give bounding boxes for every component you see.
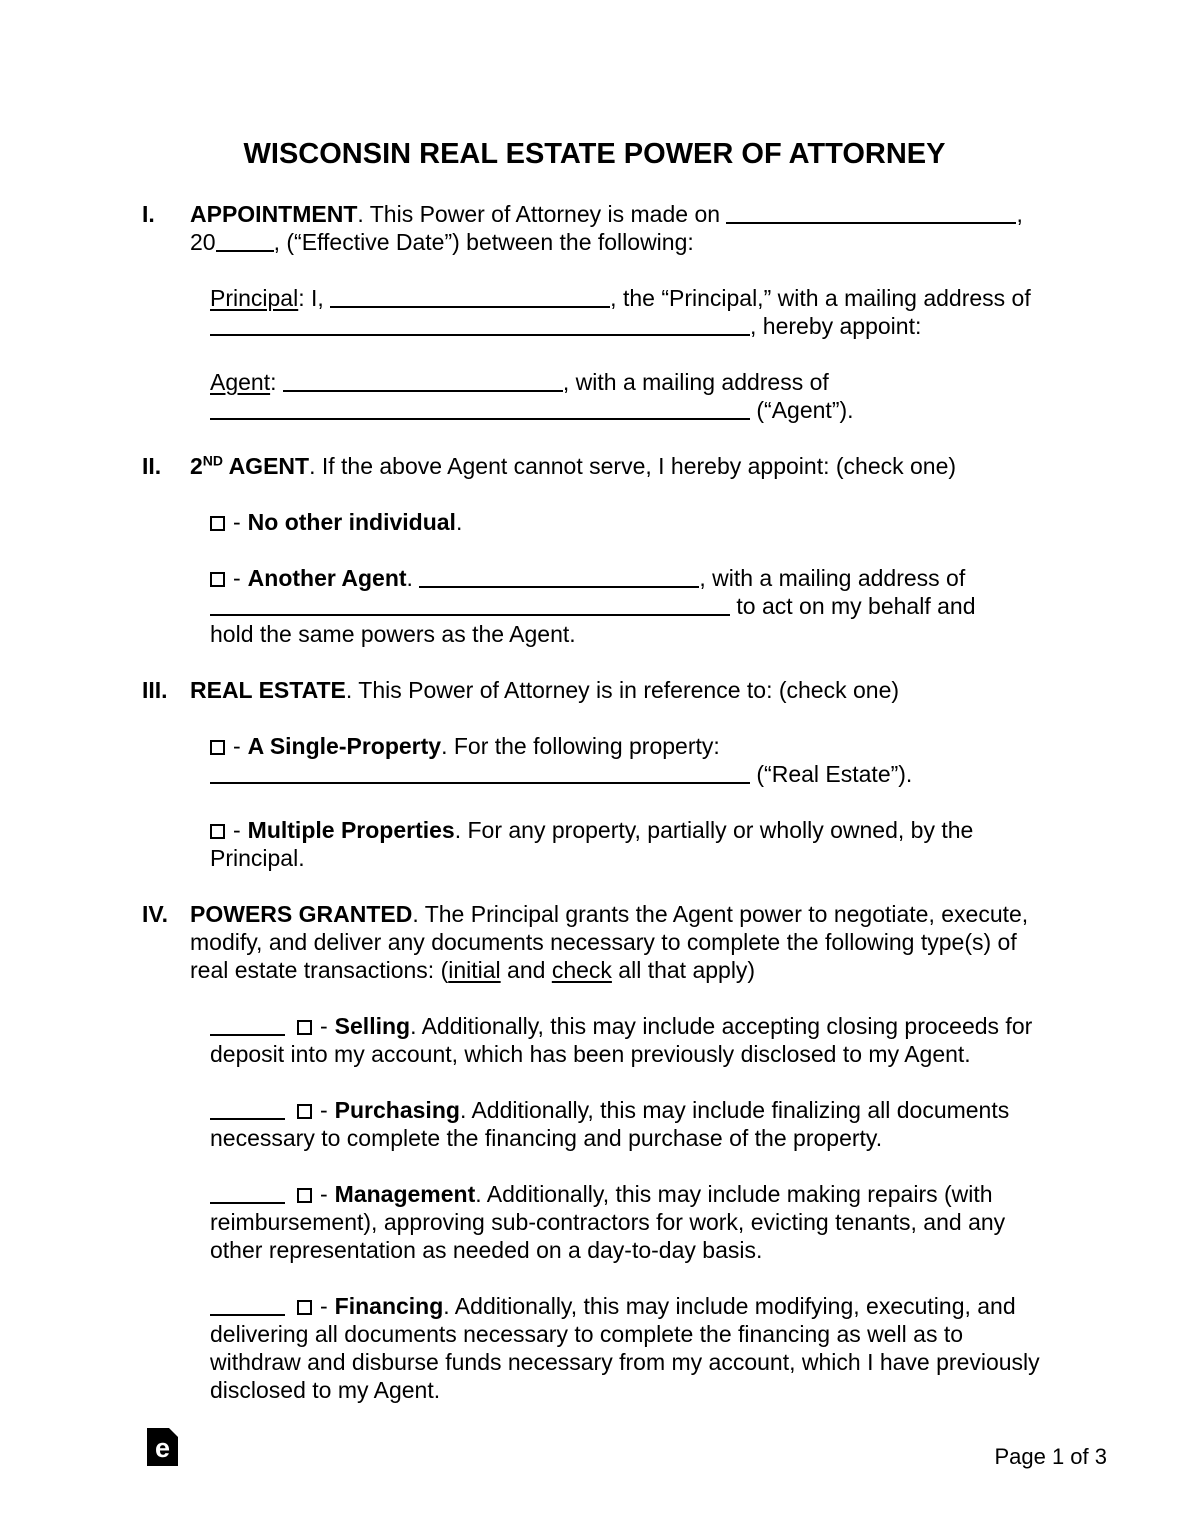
- principal-text-1: , the “Principal,” with a mailing address of: [610, 285, 1031, 311]
- selling-description: . Additionally, this may include accepting closing proceeds for deposit into my account, which has been previously disclosed to my Agent.: [210, 1013, 1033, 1067]
- financing-description: . Additionally, this may include modifying, executing, and delivering all documents necessary to complete the financing as well as to withdraw and disburse funds necessary from my account, which I have previously disclosed to my Agent.: [210, 1293, 1040, 1403]
- second-agent-intro-paragraph: [190, 452, 1047, 480]
- power-purchasing: [210, 1096, 1047, 1152]
- agent-after-label: :: [270, 369, 283, 395]
- option-dash: -: [320, 1097, 328, 1123]
- effective-date-blank[interactable]: [726, 206, 1016, 224]
- appointment-comma: ,: [1016, 201, 1023, 227]
- financing-label: Financing: [334, 1293, 444, 1319]
- single-property-label: A Single-Property: [247, 733, 442, 759]
- management-description: . Additionally, this may include making repairs (with reimbursement), approving sub-contractors for work, evicting tenants, and any other representation as needed on a day-to-day basis.: [210, 1181, 1006, 1263]
- agent-address-blank[interactable]: [210, 402, 750, 420]
- agent-clause: [210, 368, 1047, 424]
- another-agent-after-label: .: [406, 565, 420, 591]
- real-estate-heading: REAL ESTATE: [190, 677, 346, 703]
- powers-granted-underline-initial: initial: [448, 957, 501, 983]
- another-agent-address-blank[interactable]: [210, 598, 730, 616]
- management-label: Management: [334, 1181, 476, 1207]
- power-financing: [210, 1292, 1047, 1404]
- management-initials-blank[interactable]: [210, 1186, 285, 1204]
- eforms-logo-icon: [147, 1428, 178, 1466]
- another-agent-text-1: , with a mailing address of: [699, 565, 966, 591]
- page-indicator: Page 1 of 3: [994, 1444, 1107, 1469]
- principal-text-2: , hereby appoint:: [750, 313, 922, 339]
- another-agent-text-3: hold the same powers as the Agent.: [210, 621, 576, 647]
- appointment-line2-text: , (“Effective Date”) between the following:: [273, 229, 694, 255]
- powers-granted-outro-text: all that apply): [611, 957, 756, 983]
- real-estate-intro-paragraph: [190, 676, 1047, 704]
- effective-year-blank[interactable]: [216, 234, 274, 252]
- principal-address-blank[interactable]: [210, 318, 750, 336]
- option-another-agent: [210, 564, 1047, 648]
- section-numeral-real-estate: III.: [142, 677, 168, 703]
- section-appointment: [142, 200, 1047, 452]
- appointment-heading: APPOINTMENT: [190, 201, 358, 227]
- section-body-second-agent: [190, 452, 1047, 676]
- powers-granted-intro-text: . The Principal grants the Agent power to negotiate, execute, modify, and deliver any documents necessary to complete the following type(s) of real estate transactions: (: [190, 901, 1029, 983]
- financing-initials-blank[interactable]: [210, 1298, 285, 1316]
- another-agent-text-2: to act on my behalf and: [730, 593, 976, 619]
- principal-label: Principal: [210, 285, 299, 311]
- financing-checkbox[interactable]: [297, 1300, 312, 1315]
- management-checkbox[interactable]: [297, 1188, 312, 1203]
- multiple-properties-label: Multiple Properties: [247, 817, 455, 843]
- no-other-individual-label: No other individual: [247, 509, 456, 535]
- option-dash: -: [233, 733, 241, 759]
- selling-initials-blank[interactable]: [210, 1018, 285, 1036]
- principal-name-blank[interactable]: [330, 290, 610, 308]
- section-powers-granted: [142, 900, 1047, 1432]
- agent-text-1: , with a mailing address of: [562, 369, 829, 395]
- powers-granted-mid-text: and: [500, 957, 552, 983]
- section-real-estate: [142, 676, 1047, 900]
- real-estate-intro-text: . This Power of Attorney is in reference to: (check one): [345, 677, 900, 703]
- option-dash: -: [320, 1013, 328, 1039]
- page-title: WISCONSIN REAL ESTATE POWER OF ATTORNEY: [243, 138, 946, 170]
- option-dash: -: [233, 565, 241, 591]
- single-property-checkbox[interactable]: [210, 740, 225, 755]
- single-property-text-1: . For the following property:: [441, 733, 720, 759]
- eforms-logo-letter: e: [154, 1433, 171, 1463]
- selling-checkbox[interactable]: [297, 1020, 312, 1035]
- agent-text-2: (“Agent”).: [750, 397, 854, 423]
- single-property-address-blank[interactable]: [210, 766, 750, 784]
- appointment-year-prefix: 20: [190, 229, 216, 255]
- powers-granted-underline-check: check: [551, 957, 612, 983]
- agent-label: Agent: [210, 369, 271, 395]
- powers-granted-heading: POWERS GRANTED: [190, 901, 413, 927]
- another-agent-checkbox[interactable]: [210, 572, 225, 587]
- power-management: [210, 1180, 1047, 1264]
- second-agent-heading-base: 2: [190, 453, 203, 479]
- option-multiple-properties: [210, 816, 1047, 872]
- purchasing-description: . Additionally, this may include finalizing all documents necessary to complete the financing and purchase of the property.: [210, 1097, 1010, 1151]
- section-second-agent: [142, 452, 1047, 676]
- option-dash: -: [320, 1181, 328, 1207]
- no-other-individual-period: .: [455, 509, 463, 535]
- single-property-text-2: (“Real Estate”).: [750, 761, 913, 787]
- appointment-intro-text: . This Power of Attorney is made on: [357, 201, 727, 227]
- another-agent-name-blank[interactable]: [419, 570, 699, 588]
- option-single-property: [210, 732, 1047, 788]
- option-no-other-individual: [210, 508, 1047, 536]
- multiple-properties-checkbox[interactable]: [210, 824, 225, 839]
- appointment-intro-paragraph: [190, 200, 1047, 256]
- powers-granted-intro-paragraph: [190, 900, 1047, 984]
- section-body-real-estate: [190, 676, 1047, 900]
- section-numeral-second-agent: II.: [142, 453, 162, 479]
- option-dash: -: [233, 509, 241, 535]
- purchasing-label: Purchasing: [334, 1097, 460, 1123]
- section-numeral-powers-granted: IV.: [142, 901, 169, 927]
- selling-label: Selling: [334, 1013, 411, 1039]
- multiple-properties-text: . For any property, partially or wholly owned, by the Principal.: [210, 817, 974, 871]
- no-other-individual-checkbox[interactable]: [210, 516, 225, 531]
- principal-clause: [210, 284, 1047, 340]
- principal-after-label: : I,: [298, 285, 331, 311]
- second-agent-heading: [190, 453, 309, 479]
- second-agent-heading-rest: AGENT: [223, 453, 310, 479]
- purchasing-initials-blank[interactable]: [210, 1102, 285, 1120]
- section-numeral-appointment: I.: [142, 201, 155, 227]
- agent-name-blank[interactable]: [283, 374, 563, 392]
- second-agent-heading-ordinal: ND: [202, 452, 224, 469]
- option-dash: -: [233, 817, 241, 843]
- second-agent-intro-text: . If the above Agent cannot serve, I hereby appoint: (check one): [309, 453, 957, 479]
- another-agent-label: Another Agent: [247, 565, 407, 591]
- purchasing-checkbox[interactable]: [297, 1104, 312, 1119]
- power-selling: [210, 1012, 1047, 1068]
- section-body-appointment: [190, 200, 1047, 452]
- option-dash: -: [320, 1293, 328, 1319]
- section-body-powers-granted: [190, 900, 1047, 1432]
